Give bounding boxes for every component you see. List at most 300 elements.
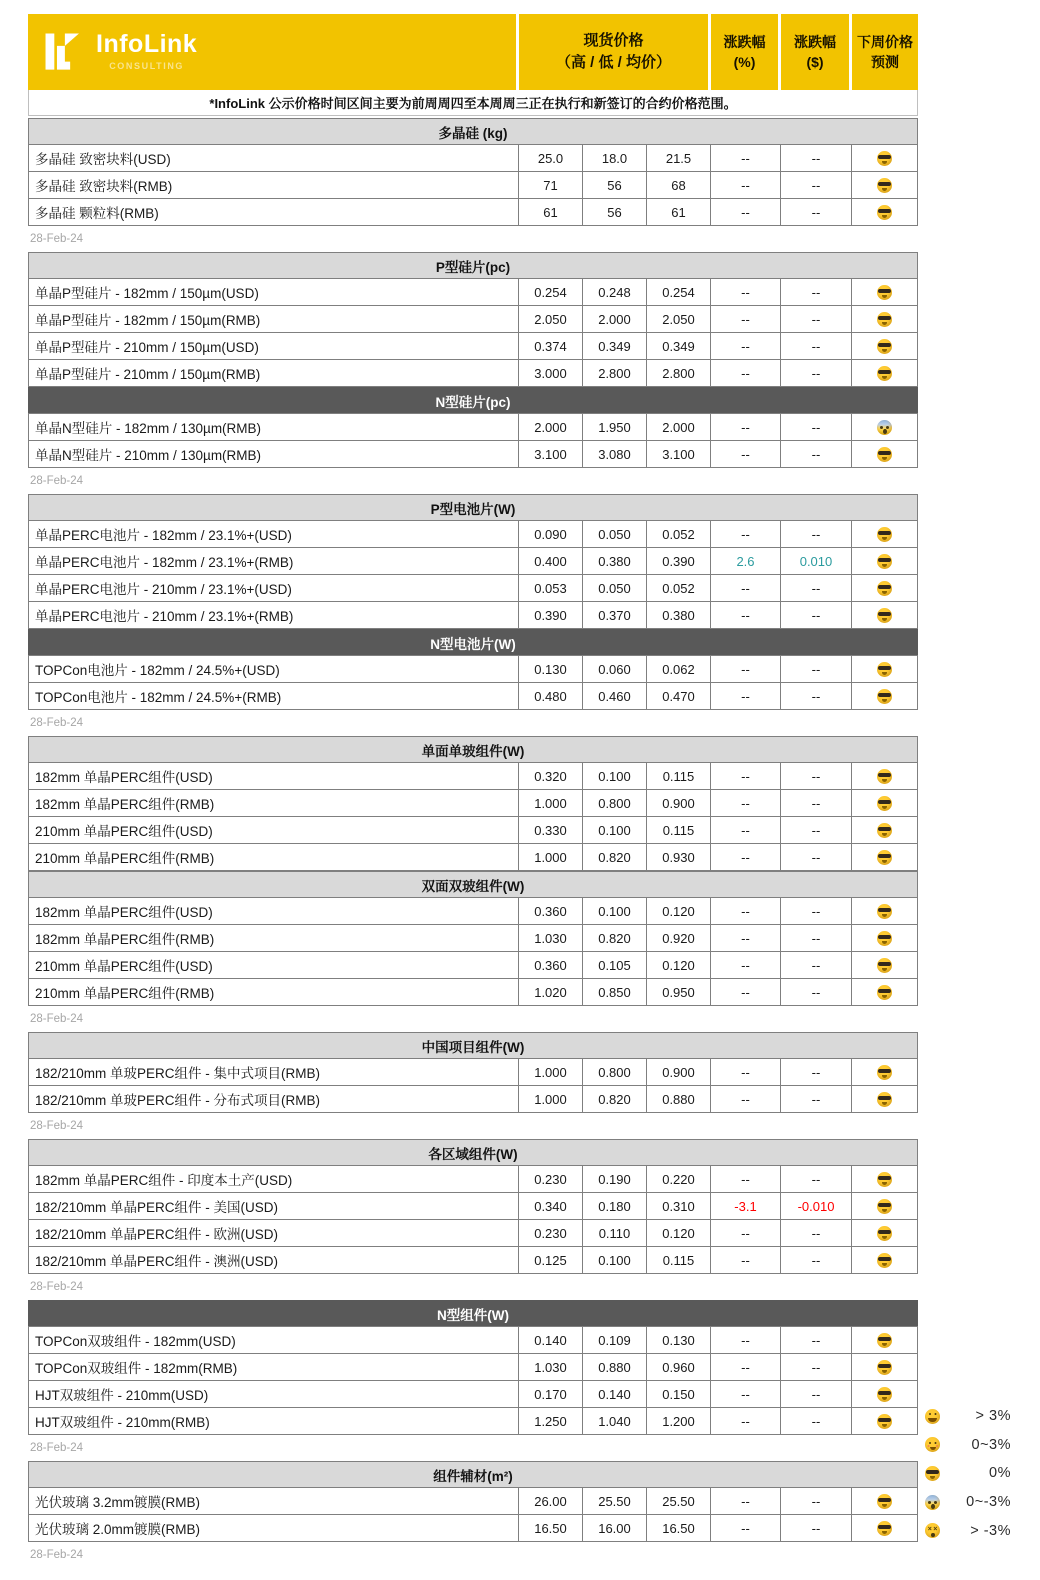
product-name: TOPCon电池片 - 182mm / 24.5%+(USD)	[28, 655, 519, 682]
price-low: 3.080	[583, 440, 647, 467]
table-group	[28, 736, 918, 1032]
table-row	[28, 978, 918, 1005]
change-usd: --	[781, 1514, 852, 1541]
price-avg: 0.380	[647, 601, 711, 628]
price-high: 0.053	[519, 574, 583, 601]
price-avg: 0.470	[647, 682, 711, 709]
cool-face-icon	[877, 985, 892, 1000]
forecast-cell	[852, 816, 918, 843]
price-high: 3.100	[519, 440, 583, 467]
section-header: N型电池片(W)	[28, 629, 918, 655]
product-name: 182mm 单晶PERC组件(RMB)	[28, 924, 519, 951]
cool-face-icon	[877, 527, 892, 542]
forecast-label-line2: 预测	[871, 54, 899, 70]
cool-face-icon	[925, 1466, 940, 1481]
section-rows	[28, 1487, 918, 1542]
section-rows	[28, 655, 918, 710]
cool-face-icon	[877, 205, 892, 220]
price-high: 0.360	[519, 951, 583, 978]
table-row	[28, 305, 918, 332]
change-percent: --	[711, 305, 781, 332]
product-name: 光伏玻璃 2.0mm镀膜(RMB)	[28, 1514, 519, 1541]
change-usd: --	[781, 1219, 852, 1246]
product-name: 单晶N型硅片 - 210mm / 130µm(RMB)	[28, 440, 519, 467]
price-low: 0.370	[583, 601, 647, 628]
price-low: 0.349	[583, 332, 647, 359]
product-name: 单晶N型硅片 - 182mm / 130µm(RMB)	[28, 413, 519, 440]
change-percent: --	[711, 843, 781, 870]
forecast-cell	[852, 1407, 918, 1434]
cool-face-icon	[877, 1226, 892, 1241]
table-group	[28, 494, 918, 736]
table-body	[28, 118, 918, 1568]
price-avg: 1.200	[647, 1407, 711, 1434]
change-percent: --	[711, 789, 781, 816]
column-header-change-pct	[711, 14, 778, 90]
price-high: 0.390	[519, 601, 583, 628]
price-low: 0.880	[583, 1353, 647, 1380]
cool-face-icon	[877, 931, 892, 946]
table-row	[28, 601, 918, 628]
forecast-cell	[852, 951, 918, 978]
change-pct-unit: (%)	[733, 54, 756, 70]
change-percent: --	[711, 897, 781, 924]
table-row	[28, 762, 918, 789]
change-usd: --	[781, 305, 852, 332]
legend-label: 0%	[989, 1465, 1011, 1482]
price-avg: 3.100	[647, 440, 711, 467]
forecast-cell	[852, 789, 918, 816]
legend-label: > -3%	[970, 1522, 1011, 1539]
product-name: 210mm 单晶PERC组件(RMB)	[28, 978, 519, 1005]
price-high: 0.330	[519, 816, 583, 843]
product-name: HJT双玻组件 - 210mm(RMB)	[28, 1407, 519, 1434]
product-name: 多晶硅 致密块料(RMB)	[28, 171, 519, 198]
change-percent: --	[711, 1487, 781, 1514]
product-name: 182/210mm 单玻PERC组件 - 集中式项目(RMB)	[28, 1058, 519, 1085]
forecast-cell	[852, 1514, 918, 1541]
table-row	[28, 1380, 918, 1407]
section-date: 28-Feb-24	[30, 1281, 84, 1293]
section-rows	[28, 1058, 918, 1113]
table-row	[28, 1514, 918, 1541]
forecast-cell	[852, 655, 918, 682]
cool-face-icon	[877, 1199, 892, 1214]
change-usd: --	[781, 924, 852, 951]
change-percent: --	[711, 1219, 781, 1246]
forecast-cell	[852, 843, 918, 870]
price-avg: 0.950	[647, 978, 711, 1005]
forecast-cell	[852, 547, 918, 574]
section-date: 28-Feb-24	[30, 1120, 84, 1132]
section-date: 28-Feb-24	[30, 233, 84, 245]
table-row	[28, 278, 918, 305]
forecast-cell	[852, 413, 918, 440]
price-high: 16.50	[519, 1514, 583, 1541]
price-avg: 61	[647, 198, 711, 225]
change-usd: 0.010	[781, 547, 852, 574]
product-name: 210mm 单晶PERC组件(USD)	[28, 816, 519, 843]
table-row	[28, 1219, 918, 1246]
change-percent: --	[711, 1246, 781, 1273]
forecast-cell	[852, 1353, 918, 1380]
price-high: 0.170	[519, 1380, 583, 1407]
table-group	[28, 1300, 918, 1461]
cool-face-icon	[877, 1253, 892, 1268]
price-high: 71	[519, 171, 583, 198]
change-percent: --	[711, 440, 781, 467]
forecast-cell	[852, 440, 918, 467]
cool-face-icon	[877, 662, 892, 677]
price-avg: 0.120	[647, 951, 711, 978]
price-low: 0.100	[583, 816, 647, 843]
change-usd: --	[781, 144, 852, 171]
change-usd-label: 涨跌幅	[794, 33, 836, 50]
section-header: N型硅片(pc)	[28, 387, 918, 413]
table-row	[28, 1407, 918, 1434]
change-usd: --	[781, 1085, 852, 1112]
cool-face-icon	[877, 447, 892, 462]
price-low: 1.040	[583, 1407, 647, 1434]
change-percent: --	[711, 1514, 781, 1541]
price-table	[28, 14, 918, 1568]
price-avg: 25.50	[647, 1487, 711, 1514]
price-high: 0.090	[519, 520, 583, 547]
change-percent: --	[711, 762, 781, 789]
change-percent: --	[711, 520, 781, 547]
price-high: 0.254	[519, 278, 583, 305]
cool-face-icon	[877, 904, 892, 919]
change-percent: --	[711, 951, 781, 978]
table-row	[28, 1246, 918, 1273]
change-percent: --	[711, 1380, 781, 1407]
forecast-cell	[852, 305, 918, 332]
section-header: 组件辅材(m²)	[28, 1461, 918, 1487]
forecast-cell	[852, 574, 918, 601]
table-row	[28, 574, 918, 601]
change-usd: --	[781, 1165, 852, 1192]
product-name: 光伏玻璃 3.2mm镀膜(RMB)	[28, 1487, 519, 1514]
change-percent: --	[711, 816, 781, 843]
column-header-forecast	[852, 14, 918, 90]
forecast-cell	[852, 278, 918, 305]
change-usd: --	[781, 1058, 852, 1085]
cool-face-icon	[877, 285, 892, 300]
section-date: 28-Feb-24	[30, 717, 84, 729]
forecast-cell	[852, 1219, 918, 1246]
cool-face-icon	[877, 1494, 892, 1509]
logo-name: InfoLink	[96, 30, 198, 59]
product-name: 单晶P型硅片 - 210mm / 150µm(RMB)	[28, 359, 519, 386]
change-usd: --	[781, 278, 852, 305]
forecast-cell	[852, 1165, 918, 1192]
cool-face-icon	[877, 581, 892, 596]
price-high: 0.230	[519, 1165, 583, 1192]
product-name: HJT双玻组件 - 210mm(USD)	[28, 1380, 519, 1407]
cool-face-icon	[877, 850, 892, 865]
legend-item	[925, 1488, 1011, 1517]
section-header: 多晶硅 (kg)	[28, 118, 918, 144]
price-avg: 0.052	[647, 574, 711, 601]
price-high: 1.030	[519, 1353, 583, 1380]
price-high: 0.230	[519, 1219, 583, 1246]
forecast-cell	[852, 1085, 918, 1112]
section-rows	[28, 1165, 918, 1274]
price-high: 0.320	[519, 762, 583, 789]
price-avg: 0.150	[647, 1380, 711, 1407]
price-high: 0.130	[519, 655, 583, 682]
change-usd: --	[781, 171, 852, 198]
cool-face-icon	[877, 1521, 892, 1536]
price-low: 0.850	[583, 978, 647, 1005]
change-percent: --	[711, 332, 781, 359]
price-high: 26.00	[519, 1487, 583, 1514]
change-percent: --	[711, 601, 781, 628]
table-row	[28, 440, 918, 467]
price-avg: 0.052	[647, 520, 711, 547]
cool-face-icon	[877, 769, 892, 784]
price-low: 0.820	[583, 1085, 647, 1112]
section-rows	[28, 413, 918, 468]
change-usd: --	[781, 978, 852, 1005]
price-low: 0.460	[583, 682, 647, 709]
price-low: 1.950	[583, 413, 647, 440]
cool-face-icon	[877, 178, 892, 193]
forecast-legend	[925, 1402, 1011, 1545]
price-avg: 0.920	[647, 924, 711, 951]
price-high: 0.400	[519, 547, 583, 574]
section-rows	[28, 1326, 918, 1435]
change-percent: --	[711, 1165, 781, 1192]
change-usd: --	[781, 951, 852, 978]
section-rows	[28, 144, 918, 226]
section-date: 28-Feb-24	[30, 1013, 84, 1025]
change-usd: --	[781, 1353, 852, 1380]
section-rows	[28, 520, 918, 629]
price-high: 0.360	[519, 897, 583, 924]
table-row	[28, 789, 918, 816]
change-usd: --	[781, 816, 852, 843]
logo-subtitle: CONSULTING	[109, 60, 185, 71]
price-avg: 2.800	[647, 359, 711, 386]
price-high: 25.0	[519, 144, 583, 171]
product-name: 182mm 单晶PERC组件 - 印度本土产(USD)	[28, 1165, 519, 1192]
table-row	[28, 1058, 918, 1085]
change-percent: --	[711, 1326, 781, 1353]
change-usd: --	[781, 574, 852, 601]
change-usd: --	[781, 1407, 852, 1434]
price-high: 1.000	[519, 843, 583, 870]
price-low: 0.100	[583, 1246, 647, 1273]
change-usd: --	[781, 413, 852, 440]
price-high: 1.250	[519, 1407, 583, 1434]
change-percent: --	[711, 682, 781, 709]
logo-cell	[28, 14, 516, 90]
forecast-label-line1: 下周价格	[857, 33, 913, 50]
price-avg: 0.960	[647, 1353, 711, 1380]
cool-face-icon	[877, 796, 892, 811]
change-usd: --	[781, 789, 852, 816]
cool-face-icon	[877, 1065, 892, 1080]
legend-item	[925, 1516, 1011, 1545]
price-low: 0.190	[583, 1165, 647, 1192]
price-avg: 21.5	[647, 144, 711, 171]
price-low: 0.060	[583, 655, 647, 682]
change-percent: --	[711, 655, 781, 682]
change-percent: --	[711, 1085, 781, 1112]
product-name: 182/210mm 单晶PERC组件 - 欧洲(USD)	[28, 1219, 519, 1246]
table-row	[28, 198, 918, 225]
change-usd: --	[781, 440, 852, 467]
change-percent: -3.1	[711, 1192, 781, 1219]
forecast-cell	[852, 682, 918, 709]
price-avg: 0.120	[647, 1219, 711, 1246]
grin-face-icon	[925, 1409, 940, 1424]
price-avg: 0.254	[647, 278, 711, 305]
price-avg: 0.310	[647, 1192, 711, 1219]
product-name: 单晶PERC电池片 - 210mm / 23.1%+(USD)	[28, 574, 519, 601]
price-low: 0.050	[583, 520, 647, 547]
scream-face-icon	[877, 420, 892, 435]
forecast-cell	[852, 198, 918, 225]
table-row	[28, 1326, 918, 1353]
change-pct-label: 涨跌幅	[723, 33, 766, 50]
forecast-cell	[852, 359, 918, 386]
change-percent: --	[711, 1407, 781, 1434]
change-percent: 2.6	[711, 547, 781, 574]
product-name: 单晶P型硅片 - 182mm / 150µm(RMB)	[28, 305, 519, 332]
legend-item	[925, 1459, 1011, 1488]
table-row	[28, 1192, 918, 1219]
price-low: 0.105	[583, 951, 647, 978]
change-usd: -0.010	[781, 1192, 852, 1219]
price-avg: 2.050	[647, 305, 711, 332]
price-low: 0.109	[583, 1326, 647, 1353]
table-row	[28, 1085, 918, 1112]
cool-face-icon	[877, 366, 892, 381]
legend-label: 0~3%	[971, 1436, 1011, 1453]
price-low: 0.380	[583, 547, 647, 574]
forecast-cell	[852, 520, 918, 547]
cool-face-icon	[877, 1172, 892, 1187]
price-avg: 68	[647, 171, 711, 198]
price-high: 1.000	[519, 1058, 583, 1085]
product-name: 多晶硅 颗粒料(RMB)	[28, 198, 519, 225]
table-row	[28, 332, 918, 359]
price-low: 18.0	[583, 144, 647, 171]
cool-face-icon	[877, 823, 892, 838]
column-header-change-usd	[781, 14, 849, 90]
price-high: 3.000	[519, 359, 583, 386]
table-row	[28, 1165, 918, 1192]
forecast-cell	[852, 924, 918, 951]
price-avg: 16.50	[647, 1514, 711, 1541]
price-low: 0.800	[583, 789, 647, 816]
table-row	[28, 682, 918, 709]
cool-face-icon	[877, 1092, 892, 1107]
section-date: 28-Feb-24	[30, 475, 84, 487]
product-name: 210mm 单晶PERC组件(USD)	[28, 951, 519, 978]
forecast-cell	[852, 1246, 918, 1273]
forecast-cell	[852, 978, 918, 1005]
forecast-cell	[852, 1058, 918, 1085]
change-usd: --	[781, 682, 852, 709]
table-row	[28, 655, 918, 682]
product-name: 182/210mm 单晶PERC组件 - 美国(USD)	[28, 1192, 519, 1219]
section-header: P型电池片(W)	[28, 494, 918, 520]
change-usd: --	[781, 897, 852, 924]
price-avg: 0.130	[647, 1326, 711, 1353]
section-header: P型硅片(pc)	[28, 252, 918, 278]
product-name: 单晶P型硅片 - 182mm / 150µm(USD)	[28, 278, 519, 305]
change-percent: --	[711, 278, 781, 305]
product-name: TOPCon电池片 - 182mm / 24.5%+(RMB)	[28, 682, 519, 709]
forecast-cell	[852, 897, 918, 924]
price-high: 1.000	[519, 789, 583, 816]
price-high: 0.125	[519, 1246, 583, 1273]
price-high: 61	[519, 198, 583, 225]
price-high: 0.340	[519, 1192, 583, 1219]
change-percent: --	[711, 1353, 781, 1380]
table-row	[28, 816, 918, 843]
price-low: 0.100	[583, 762, 647, 789]
cool-face-icon	[877, 689, 892, 704]
price-avg: 0.120	[647, 897, 711, 924]
spot-price-label: 现货价格	[583, 32, 644, 50]
price-avg: 0.390	[647, 547, 711, 574]
price-avg: 0.115	[647, 762, 711, 789]
price-low: 16.00	[583, 1514, 647, 1541]
scream-face-icon	[925, 1495, 940, 1510]
change-usd: --	[781, 1326, 852, 1353]
change-usd: --	[781, 359, 852, 386]
section-rows	[28, 762, 918, 871]
forecast-cell	[852, 171, 918, 198]
price-high: 0.140	[519, 1326, 583, 1353]
product-name: 182mm 单晶PERC组件(RMB)	[28, 789, 519, 816]
table-row	[28, 1353, 918, 1380]
table-group	[28, 1139, 918, 1300]
price-avg: 0.115	[647, 1246, 711, 1273]
price-avg: 0.062	[647, 655, 711, 682]
product-name: 210mm 单晶PERC组件(RMB)	[28, 843, 519, 870]
price-avg: 2.000	[647, 413, 711, 440]
change-usd: --	[781, 1246, 852, 1273]
change-usd: --	[781, 601, 852, 628]
price-low: 0.820	[583, 843, 647, 870]
change-percent: --	[711, 1058, 781, 1085]
legend-label: 0~-3%	[966, 1494, 1011, 1511]
cool-face-icon	[877, 151, 892, 166]
product-name: 单晶PERC电池片 - 210mm / 23.1%+(RMB)	[28, 601, 519, 628]
price-avg: 0.220	[647, 1165, 711, 1192]
product-name: 单晶PERC电池片 - 182mm / 23.1%+(RMB)	[28, 547, 519, 574]
forecast-cell	[852, 762, 918, 789]
price-low: 0.100	[583, 897, 647, 924]
section-header: N型组件(W)	[28, 1300, 918, 1326]
price-low: 2.000	[583, 305, 647, 332]
cool-face-icon	[877, 958, 892, 973]
price-high: 0.480	[519, 682, 583, 709]
price-avg: 0.115	[647, 816, 711, 843]
section-rows	[28, 278, 918, 387]
product-name: TOPCon双玻组件 - 182mm(USD)	[28, 1326, 519, 1353]
change-percent: --	[711, 413, 781, 440]
table-row	[28, 413, 918, 440]
price-low: 25.50	[583, 1487, 647, 1514]
table-row	[28, 144, 918, 171]
product-name: 182mm 单晶PERC组件(USD)	[28, 897, 519, 924]
